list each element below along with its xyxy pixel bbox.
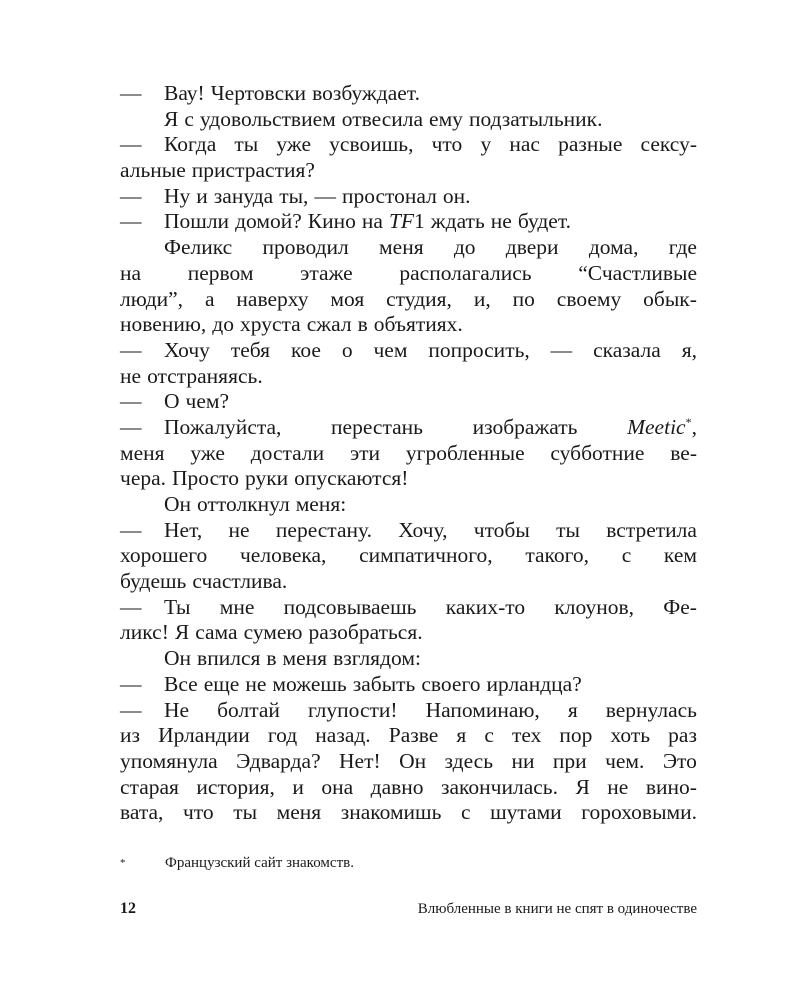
text-line [120,672,697,698]
text-line [120,441,697,467]
text-line [120,389,697,415]
text-line [120,749,697,775]
line-text: хорошего человека, симпатичного, такого, с кем [120,543,697,568]
line-text: не отстраняясь. [120,363,263,388]
line-text: Он впился в меня взглядом: [164,646,421,671]
dialogue-dash: — [120,183,142,208]
body-text [120,81,697,826]
line-text: вата, что ты меня знакомишь с шутами гороховыми. [120,800,697,825]
text-line [120,723,697,749]
line-text: Феликс проводил меня до двери дома, где [164,235,697,260]
line-text: О чем? [164,389,230,414]
line-text: Все еще не можешь забыть своего ирландца? [164,671,582,696]
line-text: упомянула Эдварда? Нет! Он здесь ни при чем. Это [120,748,697,773]
line-text: люди”, а наверху моя студия, и, по своему обык- [120,286,697,311]
line-text: альные пристрастия? [120,158,315,183]
line-text: меня уже достали эти угробленные субботние ве- [120,440,697,465]
text-line [120,518,697,544]
dialogue-dash: — [120,414,142,439]
line-text: Когда ты уже усвоишь, что у нас разные сексу- [164,132,697,157]
footnote-mark: * [120,857,126,869]
italic-term: TF [388,209,415,234]
line-text: ликс! Я сама сумею разобраться. [120,620,423,645]
text-line [120,415,697,441]
text-line [120,620,697,646]
line-text: из Ирландии год назад. Разве я с тех пор хоть раз [120,723,697,748]
text-line [120,698,697,724]
text-line [120,569,697,595]
running-title: Влюбленные в книги не спят в одиночестве [417,901,697,917]
line-text: Пожалуйста, перестань изображать Meetic*, [164,414,697,439]
line-text: Он оттолкнул меня: [164,492,347,516]
line-text: старая история, и она давно закончилась. Я не вино- [120,774,697,799]
text-line [120,158,697,184]
text-line [120,81,697,107]
dialogue-dash: — [120,517,142,542]
line-text: Вау! Чертовски возбуждает. [164,81,420,105]
text-line [120,261,697,287]
text-line [120,312,697,338]
text-line [120,235,697,261]
dialogue-dash: — [120,697,142,722]
line-text: Я с удовольствием отвесила ему подзатыльник. [164,106,603,131]
line-text: Пошли домой? Кино на TF1 ждать не будет. [164,209,571,234]
dialogue-dash: — [120,389,142,414]
footnote [120,854,697,872]
dialogue-dash: — [120,671,142,696]
line-text: Ну и зануда ты, — простонал он. [164,183,471,208]
line-text: новению, до хруста сжал в объятиях. [120,312,463,337]
line-text: чера. Просто руки опускаются! [120,466,409,491]
page-number: 12 [120,900,136,917]
line-text: Хочу тебя кое о чем попросить, — сказала я, [164,337,697,362]
dialogue-dash: — [120,132,142,157]
dialogue-dash: — [120,594,142,619]
text-line [120,646,697,672]
line-text: Ты мне подсовываешь каких-то клоунов, Фе- [164,594,697,619]
line-text: Не болтай глупости! Напоминаю, я вернулась [164,697,697,722]
page-footer [120,900,697,918]
text-line [120,775,697,801]
dialogue-dash: — [120,209,142,234]
text-line [120,543,697,569]
footnote-text: Французский сайт знакомств. [165,855,354,871]
text-line [120,595,697,621]
text-line [120,209,697,235]
text-line [120,492,697,518]
dialogue-dash: — [120,81,142,105]
italic-term: Meetic [627,414,686,439]
line-text: будешь счастлива. [120,569,288,594]
text-line [120,364,697,390]
text-line [120,107,697,133]
text-line [120,132,697,158]
text-line [120,287,697,313]
text-line [120,466,697,492]
dialogue-dash: — [120,337,142,362]
line-text: Нет, не перестану. Хочу, чтобы ты встретила [164,517,697,542]
text-line [120,800,697,826]
line-text: на первом этаже располагались “Счастливые [120,260,697,285]
text-line [120,338,697,364]
text-line [120,184,697,210]
